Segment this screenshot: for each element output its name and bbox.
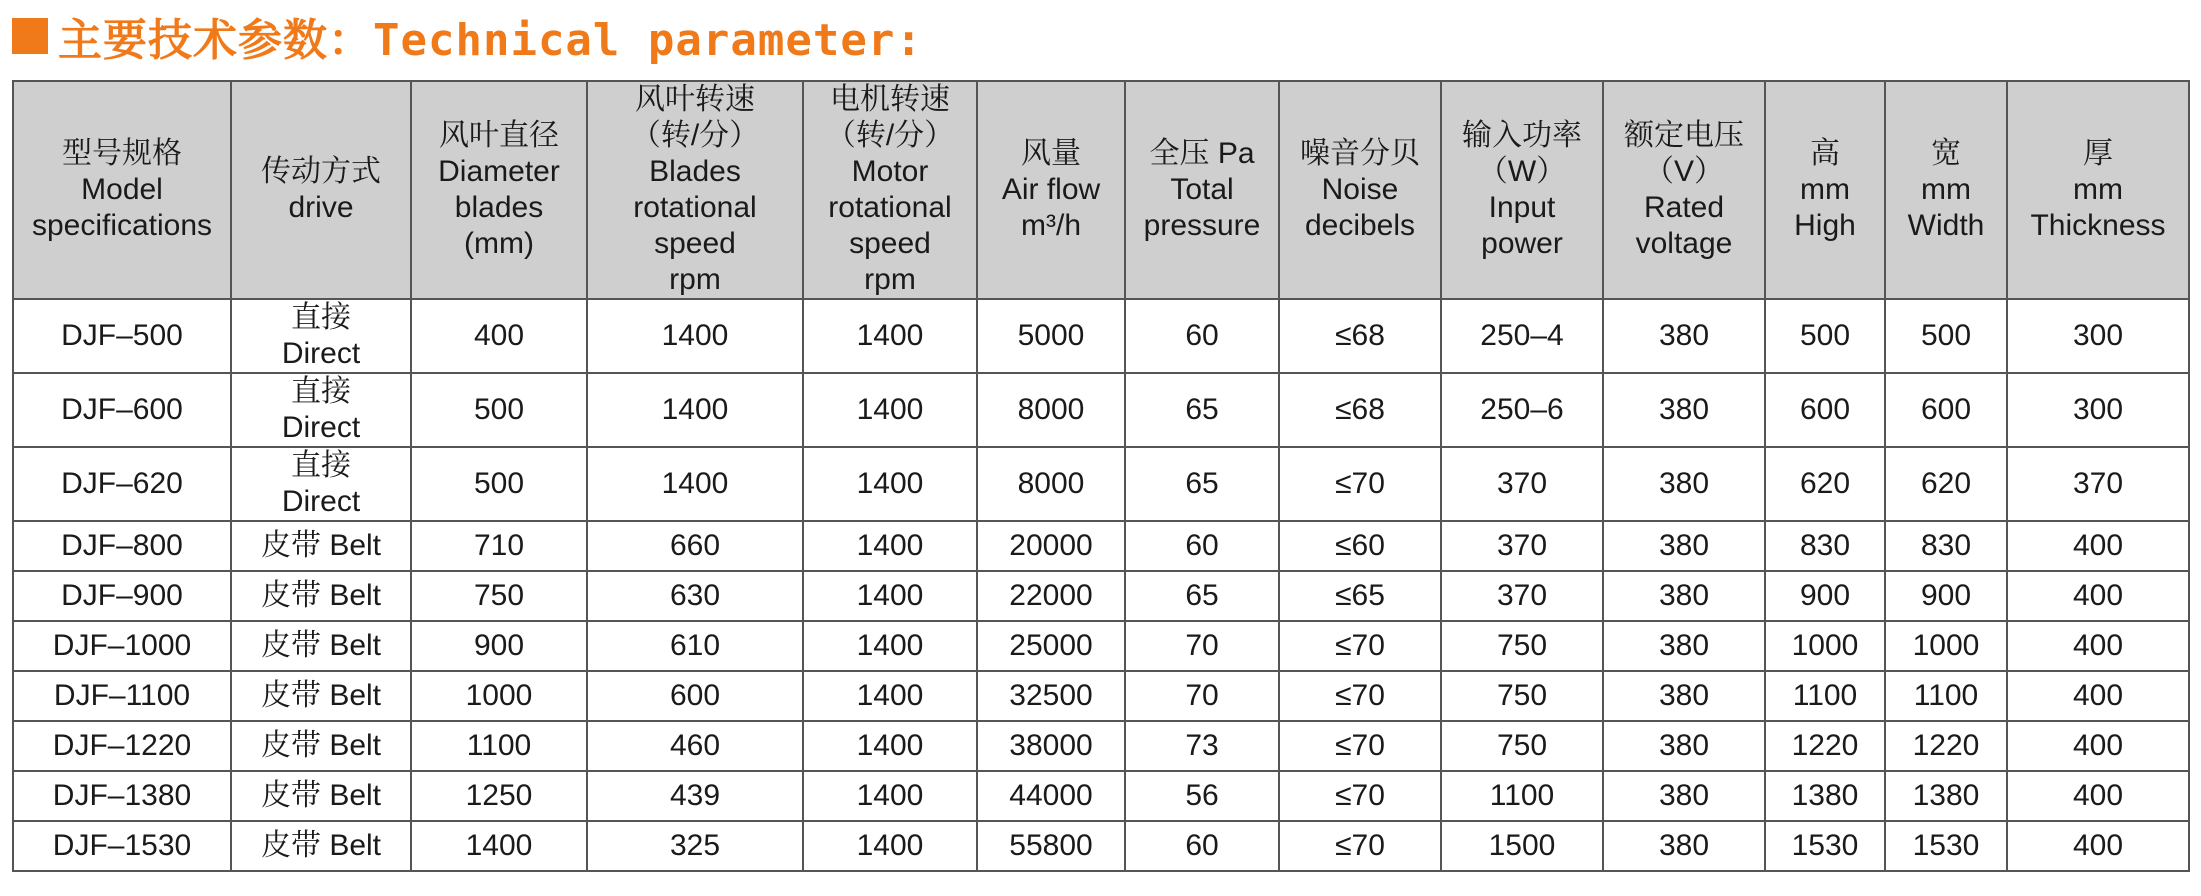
cell-blade-speed: 1400 (587, 299, 803, 373)
cell-drive: 直接 Direct (231, 373, 411, 447)
cell-rated-voltage: 380 (1603, 299, 1765, 373)
cell-blade-speed: 660 (587, 521, 803, 571)
cell-height: 1380 (1765, 771, 1885, 821)
header-noise: 噪音分贝 Noise decibels (1279, 81, 1441, 299)
header-air-flow: 风量 Air flow m³/h (977, 81, 1125, 299)
header-width: 宽 mm Width (1885, 81, 2007, 299)
cell-blade-diameter: 900 (411, 621, 587, 671)
cell-drive: 皮带 Belt (231, 721, 411, 771)
header-thickness: 厚 mm Thickness (2007, 81, 2189, 299)
cell-motor-speed: 1400 (803, 721, 977, 771)
square-bullet-icon (12, 18, 48, 54)
cell-model: DJF–1380 (13, 771, 231, 821)
cell-input-power: 250–4 (1441, 299, 1603, 373)
cell-air-flow: 8000 (977, 447, 1125, 521)
cell-input-power: 370 (1441, 571, 1603, 621)
cell-blade-speed: 325 (587, 821, 803, 871)
cell-blade-diameter: 500 (411, 447, 587, 521)
cell-drive: 皮带 Belt (231, 521, 411, 571)
cell-rated-voltage: 380 (1603, 621, 1765, 671)
cell-blade-diameter: 500 (411, 373, 587, 447)
cell-thickness: 400 (2007, 671, 2189, 721)
cell-model: DJF–1100 (13, 671, 231, 721)
cell-blade-diameter: 1400 (411, 821, 587, 871)
cell-width: 600 (1885, 373, 2007, 447)
cell-motor-speed: 1400 (803, 571, 977, 621)
header-blade-diameter: 风叶直径 Diameter blades (mm) (411, 81, 587, 299)
cell-air-flow: 25000 (977, 621, 1125, 671)
cell-noise: ≤68 (1279, 299, 1441, 373)
cell-total-pressure: 60 (1125, 299, 1279, 373)
page-title (12, 6, 923, 66)
cell-height: 1530 (1765, 821, 1885, 871)
cell-input-power: 370 (1441, 447, 1603, 521)
cell-input-power: 750 (1441, 671, 1603, 721)
cell-motor-speed: 1400 (803, 373, 977, 447)
cell-blade-speed: 439 (587, 771, 803, 821)
cell-height: 600 (1765, 373, 1885, 447)
cell-thickness: 400 (2007, 621, 2189, 671)
cell-noise: ≤70 (1279, 721, 1441, 771)
cell-air-flow: 8000 (977, 373, 1125, 447)
cell-motor-speed: 1400 (803, 821, 977, 871)
cell-motor-speed: 1400 (803, 521, 977, 571)
cell-width: 900 (1885, 571, 2007, 621)
cell-height: 500 (1765, 299, 1885, 373)
cell-motor-speed: 1400 (803, 771, 977, 821)
cell-input-power: 1500 (1441, 821, 1603, 871)
cell-blade-diameter: 1100 (411, 721, 587, 771)
cell-total-pressure: 65 (1125, 571, 1279, 621)
table-row (13, 299, 2189, 373)
cell-blade-diameter: 710 (411, 521, 587, 571)
cell-total-pressure: 65 (1125, 447, 1279, 521)
table-row (13, 571, 2189, 621)
cell-rated-voltage: 380 (1603, 447, 1765, 521)
cell-drive: 皮带 Belt (231, 571, 411, 621)
cell-blade-speed: 600 (587, 671, 803, 721)
cell-air-flow: 44000 (977, 771, 1125, 821)
cell-noise: ≤70 (1279, 621, 1441, 671)
cell-rated-voltage: 380 (1603, 671, 1765, 721)
cell-thickness: 400 (2007, 721, 2189, 771)
cell-height: 620 (1765, 447, 1885, 521)
cell-model: DJF–900 (13, 571, 231, 621)
table-row (13, 721, 2189, 771)
cell-total-pressure: 60 (1125, 521, 1279, 571)
table-row (13, 671, 2189, 721)
cell-blade-speed: 460 (587, 721, 803, 771)
cell-model: DJF–1000 (13, 621, 231, 671)
cell-blade-speed: 1400 (587, 447, 803, 521)
cell-blade-diameter: 750 (411, 571, 587, 621)
cell-noise: ≤60 (1279, 521, 1441, 571)
cell-drive: 皮带 Belt (231, 671, 411, 721)
cell-blade-speed: 1400 (587, 373, 803, 447)
cell-blade-speed: 610 (587, 621, 803, 671)
cell-drive: 直接 Direct (231, 447, 411, 521)
header-motor-speed: 电机转速 （转/分） Motor rotational speed rpm (803, 81, 977, 299)
cell-air-flow: 22000 (977, 571, 1125, 621)
cell-air-flow: 38000 (977, 721, 1125, 771)
cell-blade-diameter: 1250 (411, 771, 587, 821)
cell-thickness: 370 (2007, 447, 2189, 521)
cell-motor-speed: 1400 (803, 447, 977, 521)
cell-height: 1220 (1765, 721, 1885, 771)
cell-thickness: 400 (2007, 821, 2189, 871)
cell-drive: 直接 Direct (231, 299, 411, 373)
cell-width: 1380 (1885, 771, 2007, 821)
header-model: 型号规格 Model specifications (13, 81, 231, 299)
cell-width: 1100 (1885, 671, 2007, 721)
cell-total-pressure: 56 (1125, 771, 1279, 821)
cell-noise: ≤65 (1279, 571, 1441, 621)
cell-noise: ≤68 (1279, 373, 1441, 447)
header-input-power: 输入功率 （W） Input power (1441, 81, 1603, 299)
cell-blade-speed: 630 (587, 571, 803, 621)
cell-total-pressure: 73 (1125, 721, 1279, 771)
cell-model: DJF–800 (13, 521, 231, 571)
cell-rated-voltage: 380 (1603, 521, 1765, 571)
header-blade-speed: 风叶转速 （转/分） Blades rotational speed rpm (587, 81, 803, 299)
cell-input-power: 250–6 (1441, 373, 1603, 447)
cell-blade-diameter: 1000 (411, 671, 587, 721)
cell-model: DJF–1220 (13, 721, 231, 771)
header-height: 高 mm High (1765, 81, 1885, 299)
table-row (13, 373, 2189, 447)
cell-width: 500 (1885, 299, 2007, 373)
cell-height: 830 (1765, 521, 1885, 571)
cell-motor-speed: 1400 (803, 671, 977, 721)
cell-motor-speed: 1400 (803, 299, 977, 373)
cell-drive: 皮带 Belt (231, 771, 411, 821)
page-title-text: 主要技术参数：Technical parameter: (58, 15, 923, 66)
cell-total-pressure: 60 (1125, 821, 1279, 871)
cell-input-power: 1100 (1441, 771, 1603, 821)
cell-noise: ≤70 (1279, 771, 1441, 821)
cell-input-power: 370 (1441, 521, 1603, 571)
table-row (13, 521, 2189, 571)
cell-rated-voltage: 380 (1603, 821, 1765, 871)
cell-thickness: 300 (2007, 373, 2189, 447)
cell-model: DJF–500 (13, 299, 231, 373)
cell-thickness: 300 (2007, 299, 2189, 373)
cell-rated-voltage: 380 (1603, 771, 1765, 821)
cell-input-power: 750 (1441, 621, 1603, 671)
cell-rated-voltage: 380 (1603, 571, 1765, 621)
cell-width: 620 (1885, 447, 2007, 521)
cell-motor-speed: 1400 (803, 621, 977, 671)
cell-total-pressure: 70 (1125, 671, 1279, 721)
cell-model: DJF–600 (13, 373, 231, 447)
cell-thickness: 400 (2007, 521, 2189, 571)
cell-total-pressure: 70 (1125, 621, 1279, 671)
cell-air-flow: 32500 (977, 671, 1125, 721)
table-row (13, 821, 2189, 871)
table-header-row (13, 81, 2189, 299)
table-row (13, 447, 2189, 521)
cell-width: 1220 (1885, 721, 2007, 771)
technical-parameter-table (12, 80, 2190, 872)
header-drive: 传动方式 drive (231, 81, 411, 299)
cell-total-pressure: 65 (1125, 373, 1279, 447)
cell-air-flow: 5000 (977, 299, 1125, 373)
cell-height: 1000 (1765, 621, 1885, 671)
cell-noise: ≤70 (1279, 821, 1441, 871)
cell-rated-voltage: 380 (1603, 721, 1765, 771)
cell-thickness: 400 (2007, 771, 2189, 821)
cell-noise: ≤70 (1279, 671, 1441, 721)
table-row (13, 621, 2189, 671)
header-rated-voltage: 额定电压 （V） Rated voltage (1603, 81, 1765, 299)
cell-height: 900 (1765, 571, 1885, 621)
cell-width: 830 (1885, 521, 2007, 571)
cell-rated-voltage: 380 (1603, 373, 1765, 447)
header-total-pressure: 全压 Pa Total pressure (1125, 81, 1279, 299)
table-row (13, 771, 2189, 821)
cell-height: 1100 (1765, 671, 1885, 721)
cell-model: DJF–620 (13, 447, 231, 521)
cell-input-power: 750 (1441, 721, 1603, 771)
cell-width: 1530 (1885, 821, 2007, 871)
cell-noise: ≤70 (1279, 447, 1441, 521)
cell-blade-diameter: 400 (411, 299, 587, 373)
cell-drive: 皮带 Belt (231, 621, 411, 671)
cell-thickness: 400 (2007, 571, 2189, 621)
cell-width: 1000 (1885, 621, 2007, 671)
cell-drive: 皮带 Belt (231, 821, 411, 871)
cell-air-flow: 20000 (977, 521, 1125, 571)
cell-model: DJF–1530 (13, 821, 231, 871)
cell-air-flow: 55800 (977, 821, 1125, 871)
